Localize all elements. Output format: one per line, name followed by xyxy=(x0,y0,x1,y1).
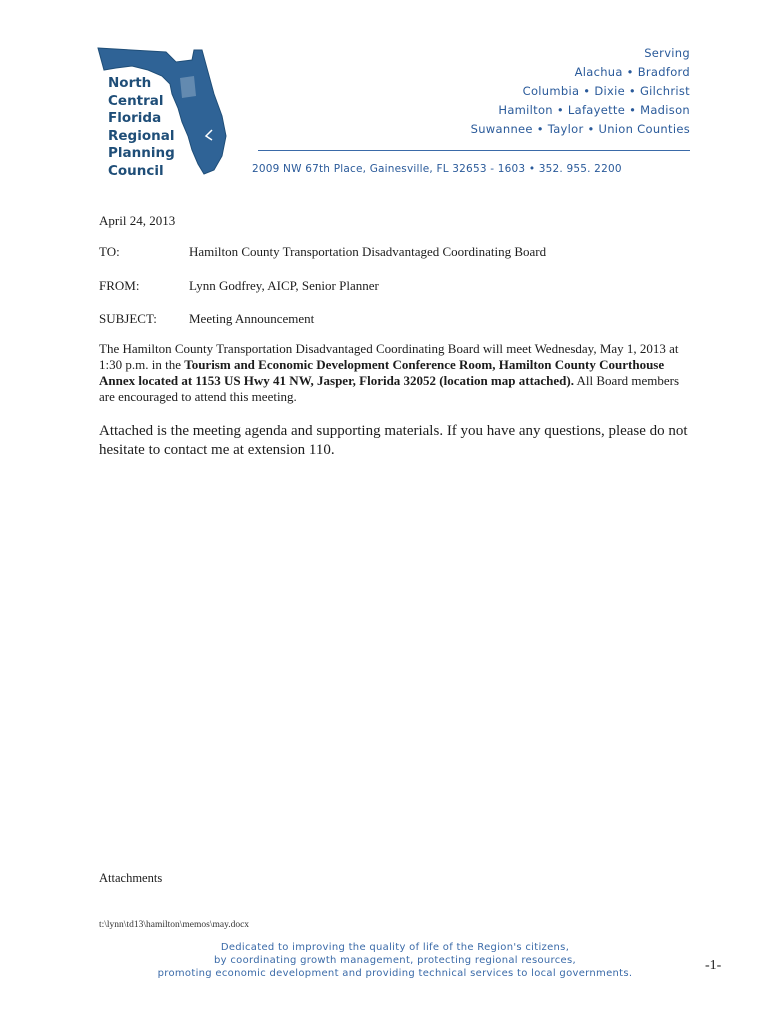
org-name-line: Central xyxy=(108,92,164,109)
memo-closing-paragraph: Attached is the meeting agenda and supporting materials. If you have any questions, please do not hesitate to contact me at extension 110. xyxy=(99,423,688,458)
meeting-location: Tourism and Economic Development Conference Room, Hamilton County Courthouse Annex located at 1153 US Hwy 41 NW, Jasper, Florida 32052 (location map attached). xyxy=(99,357,665,388)
letterhead-divider xyxy=(258,150,690,151)
page-number: -1- xyxy=(705,958,722,973)
memo-to-label: TO: xyxy=(99,244,120,259)
org-name-line: Planning xyxy=(108,145,175,161)
attachments-label: Attachments xyxy=(99,871,163,885)
memo-from-row xyxy=(99,278,379,294)
memo-body-paragraph xyxy=(99,341,694,405)
serving-line: Hamilton • Lafayette • Madison xyxy=(498,103,690,117)
letterhead-address: 2009 NW 67th Place, Gainesville, FL 32653 - 1603 • 352. 955. 2200 xyxy=(252,163,622,175)
memo-to-value: Hamilton County Transportation Disadvantaged Coordinating Board xyxy=(189,244,547,259)
memo-subject-row xyxy=(99,311,314,327)
memo-to-row xyxy=(99,244,546,260)
memo-subject-value: Meeting Announcement xyxy=(189,311,315,326)
paragraph-text: The Hamilton County Transportation Disadvantaged Coordinating Board will meet Wednesday, May 1, 2013 at 1:30 p.m. in the xyxy=(99,341,679,372)
org-name-line: North xyxy=(108,75,152,91)
footer-line: Dedicated to improving the quality of life of the Region's citizens, xyxy=(220,942,570,953)
memo-subject-label: SUBJECT: xyxy=(99,311,157,326)
org-name-line: Council xyxy=(108,162,164,179)
org-name-line: Florida xyxy=(108,110,162,126)
org-name-line: Regional xyxy=(108,127,175,144)
memo-from-label: FROM: xyxy=(99,278,140,293)
footer-mission-statement xyxy=(80,941,710,980)
paragraph-text: All Board members are encouraged to attend this meeting. xyxy=(99,373,680,404)
memo-date: April 24, 2013 xyxy=(99,213,176,228)
file-path: t:\lynn\td13\hamilton\memos\may.docx xyxy=(99,920,250,930)
serving-line: Columbia • Dixie • Gilchrist xyxy=(522,84,690,98)
serving-line: Alachua • Bradford xyxy=(574,65,690,79)
memo-from-value: Lynn Godfrey, AICP, Senior Planner xyxy=(189,278,379,293)
serving-line: Serving xyxy=(644,46,690,60)
footer-line: by coordinating growth management, protecting regional resources, xyxy=(214,955,576,966)
counties-served xyxy=(471,44,690,139)
serving-line: Suwannee • Taylor • Union Counties xyxy=(470,122,690,136)
footer-line: promoting economic development and providing technical services to local governments. xyxy=(157,968,633,979)
org-name xyxy=(108,75,175,180)
